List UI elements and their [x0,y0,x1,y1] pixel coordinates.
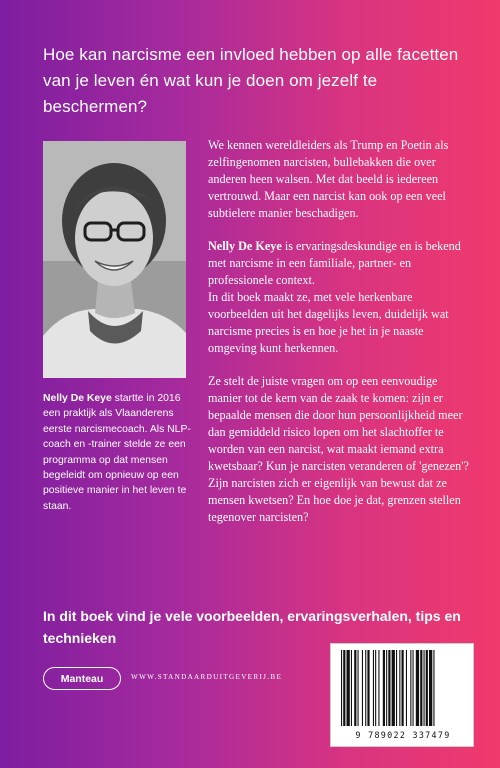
blurb-paragraph-3: Ze stelt de juiste vragen om op een eenvoudige manier tot de kern van de zaak te komen: zijn er bepaalde mensen die door hun persoonlijkheid meer dan gemiddeld risico lopen om het slachtoffer te worden van een narcist, wat maakt iemand extra kwetsbaar? Kun je narcisten veranderen of 'genezen'? Zijn narcisten zich er eigenlijk van bewust dat ze mensen kwetsen? En hoe doe je dat, grenzen stellen tegenover narcisten? [208,374,469,524]
barcode-bars-icon [339,650,467,726]
publisher-logo: Manteau [43,667,121,690]
blurb-paragraph-2-text: is ervaringsdeskundige en is bekend met narcisme in een familiale, partner- en professionele context. [208,239,461,287]
author-photo [43,141,186,378]
blurb-paragraph-2-continued: In dit boek maakt ze, met vele herkenbare voorbeelden uit het dagelijks leven, duidelijk wat narcisme precies is en hoe je het in je naaste omgeving kunt herkennen. [208,290,449,355]
blurb-author-name: Nelly De Keye [208,239,282,253]
blurb-text [208,137,473,542]
author-portrait-icon [43,141,186,378]
bio-author-name: Nelly De Keye [43,393,112,404]
headline: Hoe kan narcisme een invloed hebben op alle facetten van je leven én wat kun je doen om jezelf te beschermen? [43,45,459,116]
tagline: In dit boek vind je vele voorbeelden, ervaringsverhalen, tips en technieken [43,608,461,646]
publisher-url: WWW.STANDAARDUITGEVERIJ.BE [131,673,283,681]
blurb-paragraph-2 [208,238,473,357]
author-bio [43,391,193,514]
blurb-paragraph-1: We kennen wereldleiders als Trump en Poetin als zelfingenomen narcisten, bullebakken die over anderen heen walsen. Met dat beeld is iedereen vertrouwd. Maar een narcist kan ook op een veel subtielere manier beschadigen. [208,138,449,220]
isbn-number: 9 789022 337479 [355,730,451,740]
bio-text: startte in 2016 een praktijk als Vlaanderens eerste narcismecoach. Als NLP-coach en -trainer stelde ze een programma op dat mensen begeleidt om opnieuw op een positieve manier in het leven te staan. [43,393,191,512]
barcode [330,643,474,747]
